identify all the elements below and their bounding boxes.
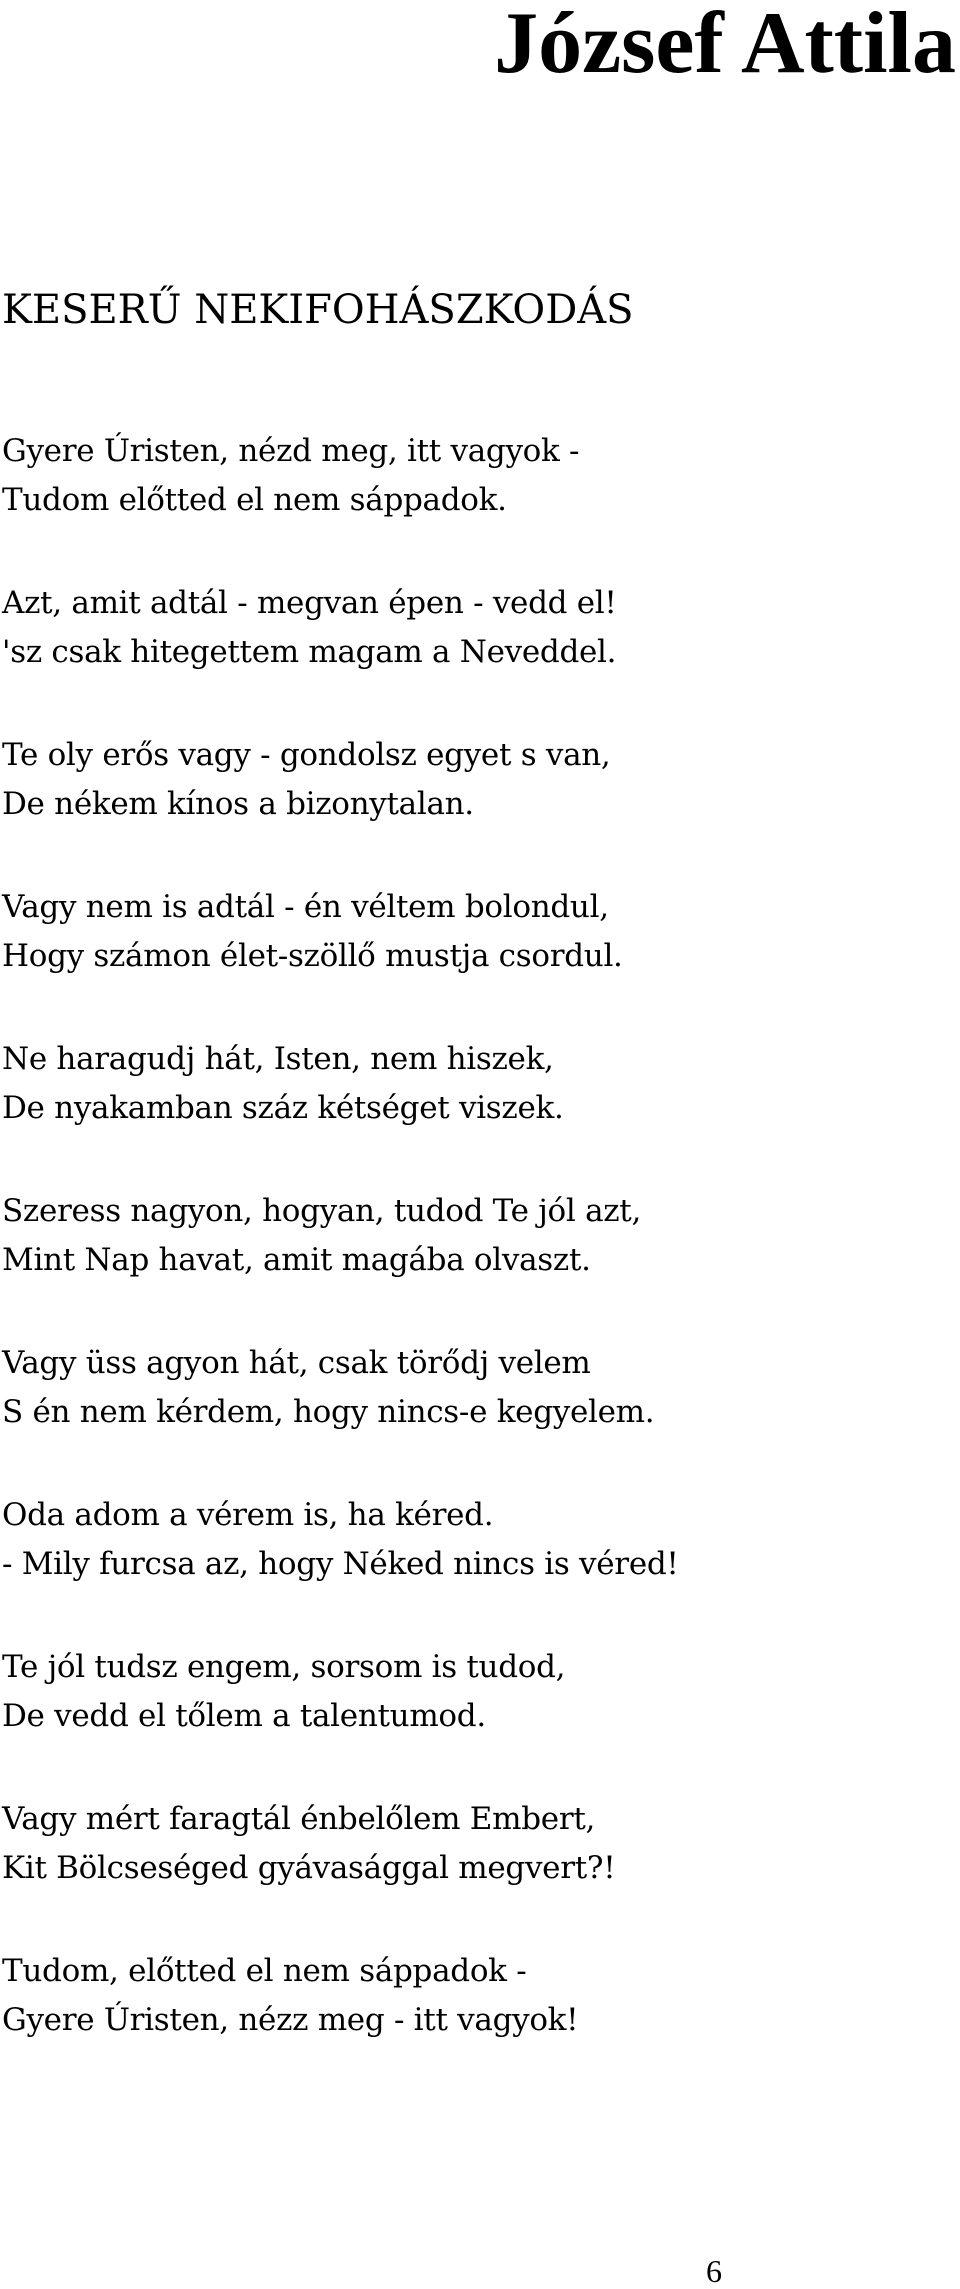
poem-line: De nyakamban száz kétséget viszek. <box>2 1090 564 1126</box>
stanza <box>2 1643 952 1741</box>
page-number: 6 <box>706 2253 722 2289</box>
poem-line: Vagy mért faragtál énbelőlem Embert, <box>2 1801 596 1837</box>
poem-line: Te jól tudsz engem, sorsom is tudod, <box>2 1649 566 1685</box>
poem-line: Vagy nem is adtál - én véltem bolondul, <box>2 889 609 925</box>
stanza <box>2 1035 952 1133</box>
poem-line: De nékem kínos a bizonytalan. <box>2 786 474 822</box>
poem-line: Kit Bölcseséged gyávasággal megvert?! <box>2 1850 616 1886</box>
poem-line: Szeress nagyon, hogyan, tudod Te jól azt, <box>2 1193 642 1229</box>
author-name: József Attila <box>494 0 956 92</box>
poem-line: Oda adom a vérem is, ha kéred. <box>2 1497 494 1533</box>
stanza <box>2 1491 952 1589</box>
poem-title: KESERŰ NEKIFOHÁSZKODÁS <box>2 287 634 333</box>
poem-line: Gyere Úristen, nézz meg - itt vagyok! <box>2 2002 579 2038</box>
poem-line: S én nem kérdem, hogy nincs-e kegyelem. <box>2 1394 655 1430</box>
poem-line: Gyere Úristen, nézd meg, itt vagyok - <box>2 433 580 469</box>
poem-line: Hogy számon élet-szöllő mustja csordul. <box>2 938 623 974</box>
stanza <box>2 1339 952 1437</box>
poem-line: Tudom előtted el nem sáppadok. <box>2 482 507 518</box>
poem-line: Azt, amit adtál - megvan épen - vedd el! <box>2 585 617 621</box>
poem-line: 'sz csak hitegettem magam a Neveddel. <box>2 634 617 670</box>
poem-line: Te oly erős vagy - gondolsz egyet s van, <box>2 737 611 773</box>
poem-body <box>2 427 952 2099</box>
stanza <box>2 1947 952 2045</box>
poem-line: Vagy üss agyon hát, csak törődj velem <box>2 1345 591 1381</box>
poem-line: - Mily furcsa az, hogy Néked nincs is véred! <box>2 1546 679 1582</box>
stanza <box>2 579 952 677</box>
stanza <box>2 731 952 829</box>
stanza <box>2 427 952 525</box>
poem-line: Mint Nap havat, amit magába olvaszt. <box>2 1242 591 1278</box>
poem-line: Ne haragudj hát, Isten, nem hiszek, <box>2 1041 554 1077</box>
stanza <box>2 1187 952 1285</box>
stanza <box>2 1795 952 1893</box>
stanza <box>2 883 952 981</box>
poem-line: De vedd el tőlem a talentumod. <box>2 1698 486 1734</box>
poem-line: Tudom, előtted el nem sáppadok - <box>2 1953 527 1989</box>
